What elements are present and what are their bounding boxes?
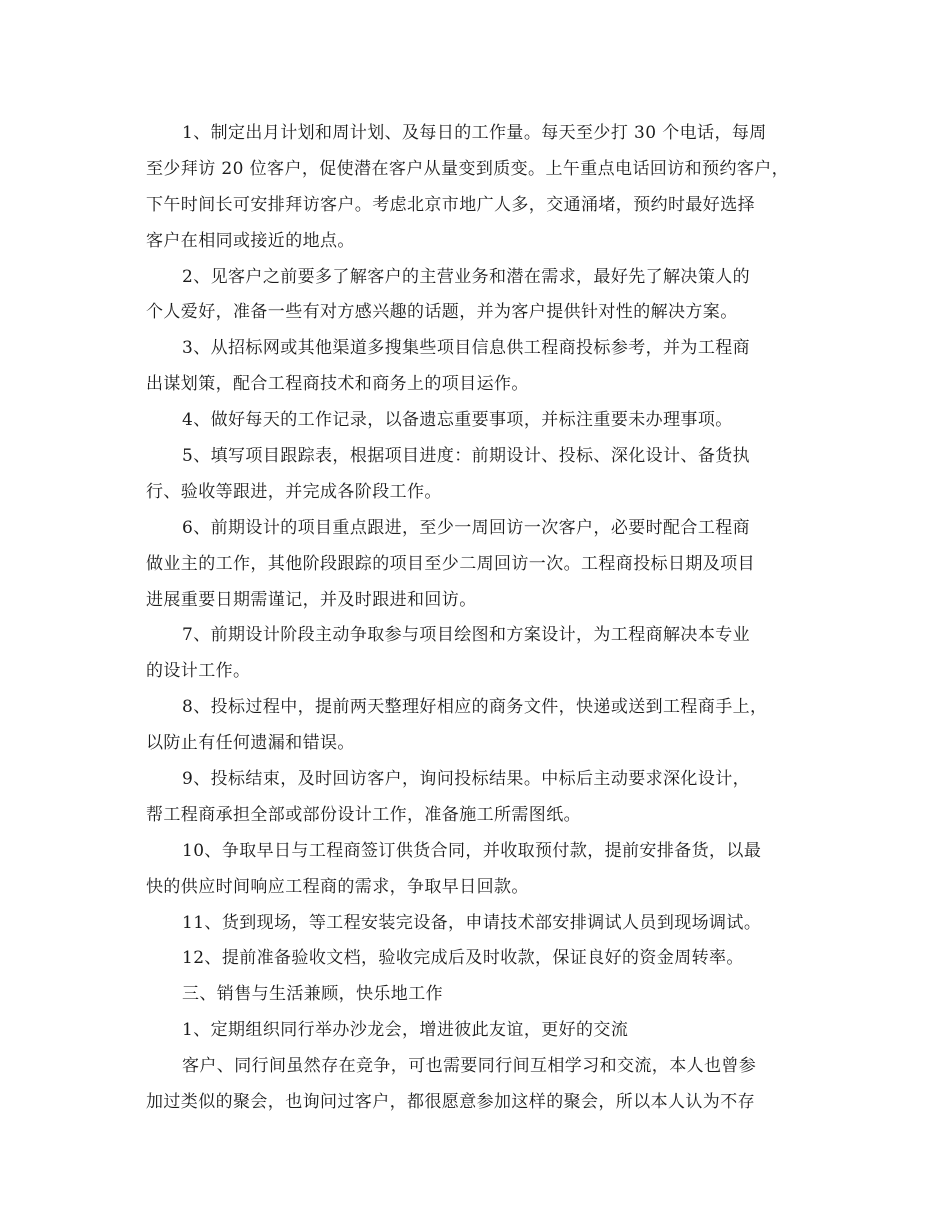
text-line: 3、从招标网或其他渠道多搜集些项目信息供工程商投标参考，并为工程商	[182, 338, 751, 359]
text-line: 4、做好每天的工作记录，以备遗忘重要事项，并标注重要未办理事项。	[182, 410, 733, 431]
document-body	[146, 116, 826, 1121]
text-line: 进展重要日期需谨记，并及时跟进和回访。	[146, 589, 477, 610]
text-line: 9、投标结束，及时回访客户，询问投标结果。中标后主动要求深化设计，	[182, 769, 751, 790]
text-line: 8、投标过程中，提前两天整理好相应的商务文件，快递或送到工程商手上，	[182, 697, 768, 718]
text-line: 至少拜访 20 位客户，促使潜在客户从量变到质变。上午重点电话回访和预约客户，	[146, 158, 790, 179]
text-line: 1、定期组织同行举办沙龙会，增进彼此友谊，更好的交流	[182, 1020, 629, 1041]
text-line: 10、争取早日与工程商签订供货合同，并收取预付款，提前安排备货，以最	[182, 840, 762, 861]
text-line: 以防止有任何遗漏和错误。	[146, 733, 355, 754]
text-line: 1、制定出月计划和周计划、及每日的工作量。每天至少打 30 个电话，每周	[182, 123, 767, 143]
text-line: 做业主的工作，其他阶段跟踪的项目至少二周回访一次。工程商投标日期及项目	[146, 553, 755, 574]
text-line: 个人爱好，准备一些有对方感兴趣的话题，并为客户提供针对性的解决方案。	[146, 302, 738, 323]
text-line: 加过类似的聚会，也询问过客户，都很愿意参加这样的聚会，所以本人认为不存	[146, 1092, 755, 1113]
section-heading: 三、销售与生活兼顾，快乐地工作	[182, 984, 443, 1005]
text-line: 7、前期设计阶段主动争取参与项目绘图和方案设计，为工程商解决本专业	[182, 625, 751, 646]
text-line: 6、前期设计的项目重点跟进，至少一周回访一次客户，必要时配合工程商	[182, 517, 751, 538]
text-line: 行、验收等跟进，并完成各阶段工作。	[146, 481, 442, 502]
text-line: 下午时间长可安排拜访客户。考虑北京市地广人多，交通涌堵，预约时最好选择	[146, 194, 755, 215]
text-line: 11、货到现场，等工程安装完设备，申请技术部安排调试人员到现场调试。	[182, 912, 762, 933]
text-line: 客户、同行间虽然存在竞争，可也需要同行间互相学习和交流，本人也曾参	[182, 1056, 757, 1077]
text-line: 客户在相同或接近的地点。	[146, 230, 355, 251]
text-line: 2、见客户之前要多了解客户的主营业务和潜在需求，最好先了解决策人的	[182, 266, 751, 287]
text-line: 出谋划策，配合工程商技术和商务上的项目运作。	[146, 374, 529, 395]
text-line: 帮工程商承担全部或部份设计工作，准备施工所需图纸。	[146, 804, 581, 825]
text-line: 12、提前准备验收文档，验收完成后及时收款，保证良好的资金周转率。	[182, 948, 744, 969]
text-line: 5、填写项目跟踪表，根据项目进度：前期设计、投标、深化设计、备货执	[182, 446, 751, 467]
text-line: 快的供应时间响应工程商的需求，争取早日回款。	[146, 876, 529, 897]
text-line: 的设计工作。	[146, 661, 251, 682]
